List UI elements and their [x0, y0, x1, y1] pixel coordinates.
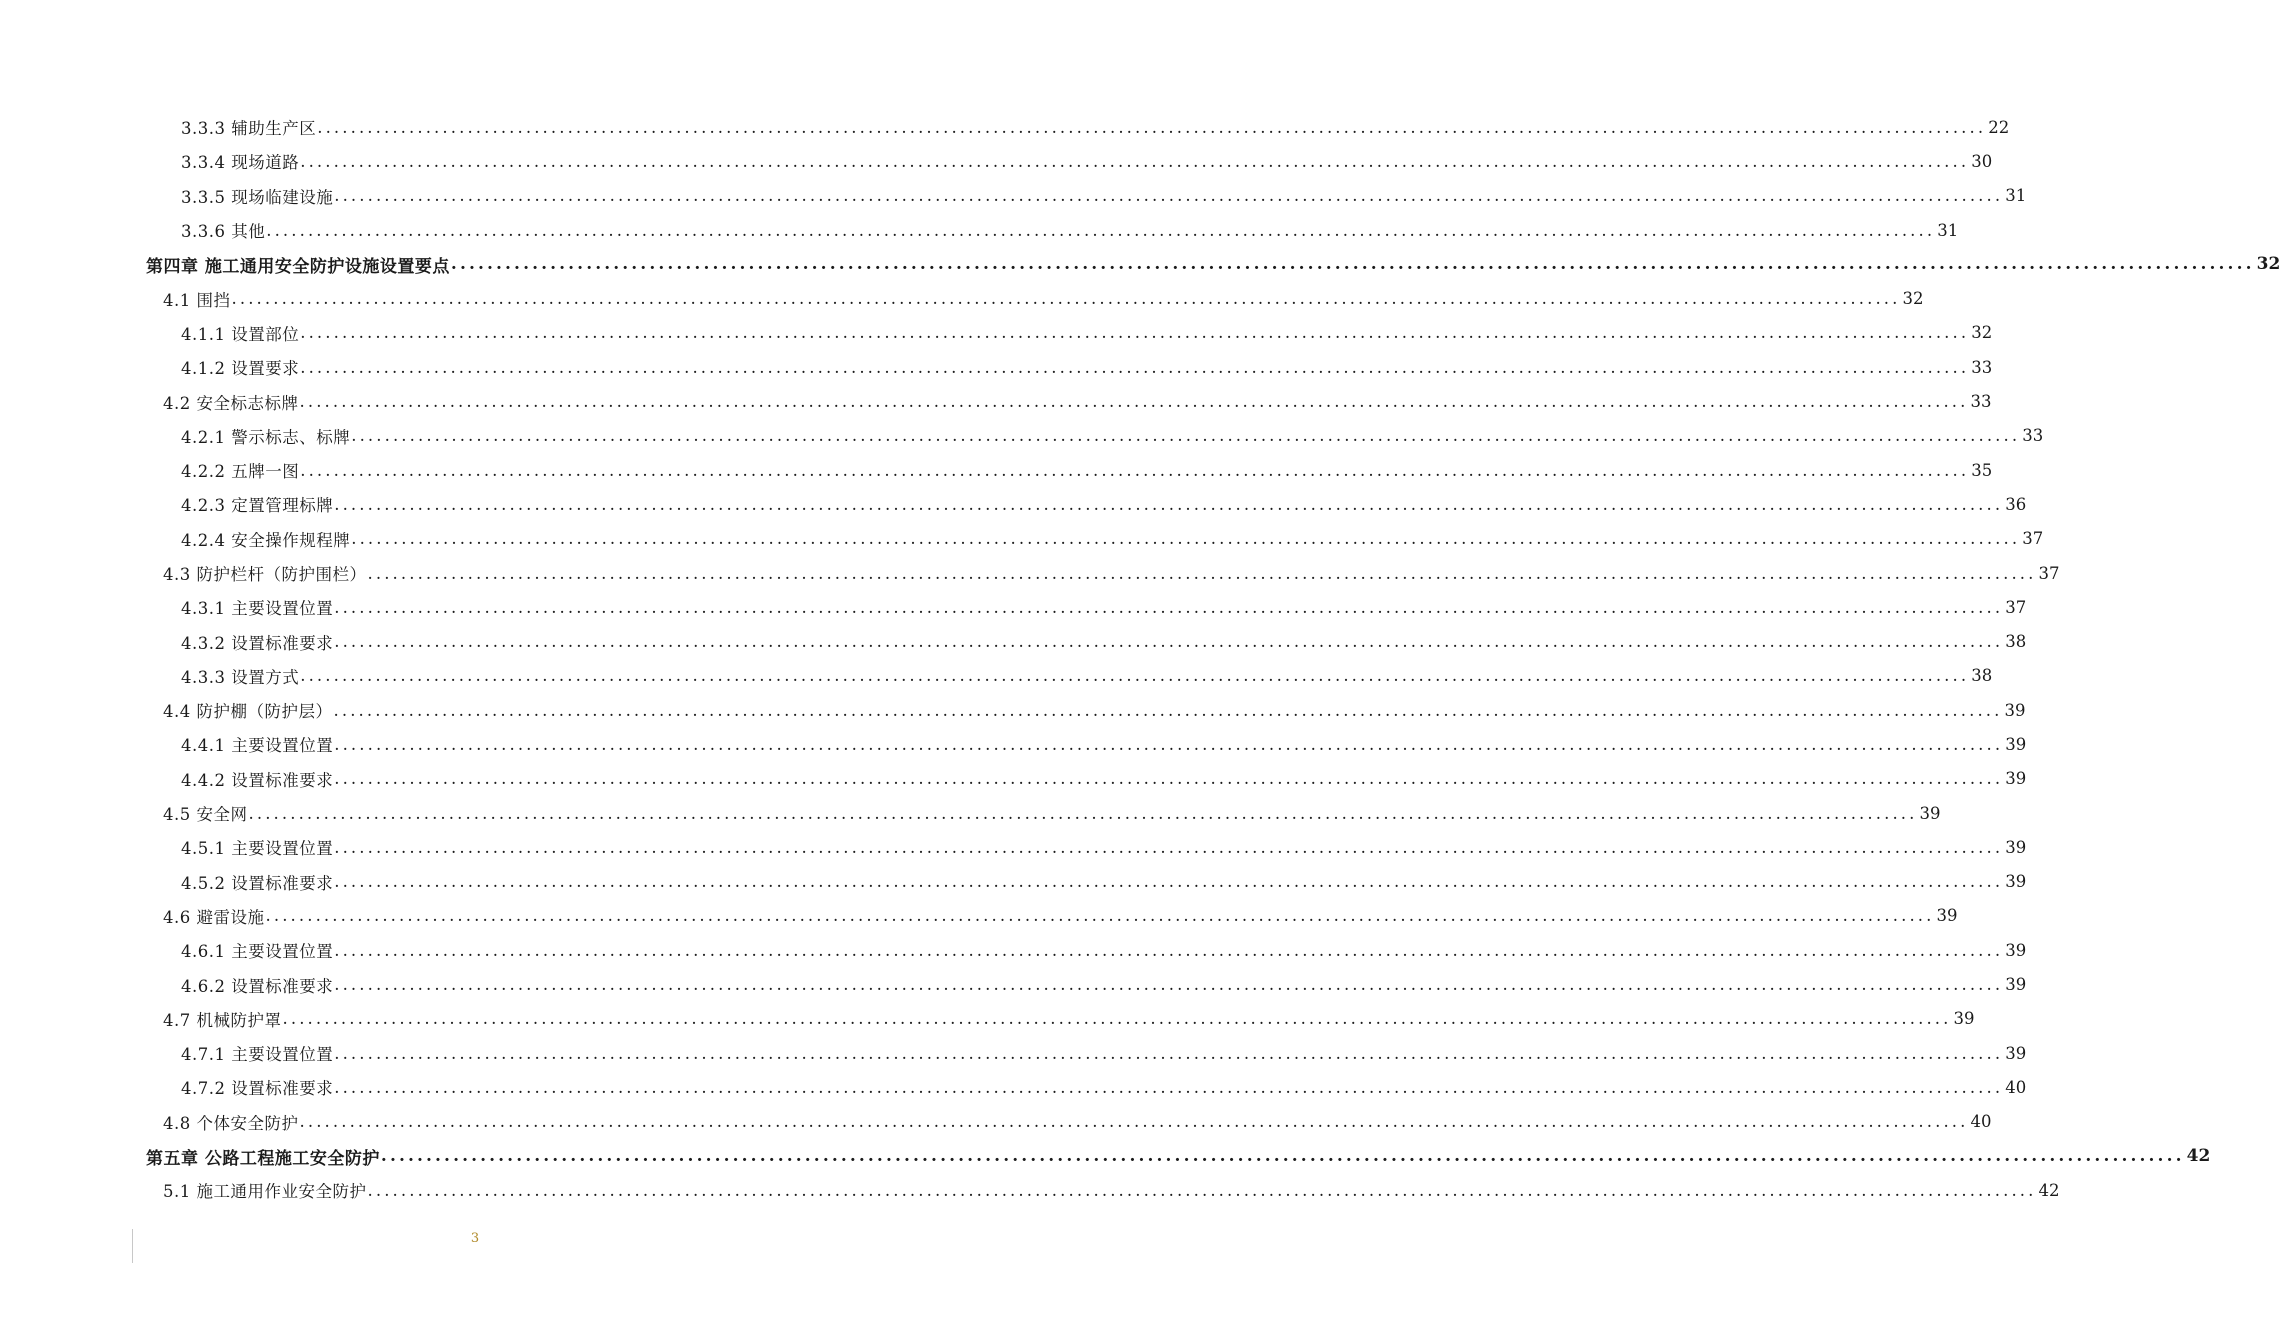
toc-entry-page: 39 — [2005, 734, 2027, 754]
toc-dot-leader: ........................................................................................................................................................................................................ — [266, 220, 1936, 240]
toc-entry-page: 37 — [2038, 563, 2060, 583]
toc-entry-title: 4.7.2 设置标准要求 — [181, 1079, 334, 1099]
toc-entry-title: 第四章 施工通用安全防护设施设置要点 — [146, 256, 450, 277]
toc-entry-title: 4.3.1 主要设置位置 — [181, 599, 334, 619]
toc-entry[interactable] — [0, 967, 2027, 1001]
toc-entry[interactable] — [0, 830, 2027, 864]
toc-entry-title: 5.1 施工通用作业安全防护 — [163, 1182, 367, 1202]
toc-dot-leader: ........................................................................................................................................................................................................ — [367, 563, 2037, 583]
toc-dot-leader: ........................................................................................................................................................................................................ — [334, 837, 2004, 857]
toc-entry-title: 3.3.4 现场道路 — [181, 153, 300, 173]
toc-dot-leader: ........................................................................................................................................................................................................ — [299, 392, 1969, 412]
toc-entry[interactable] — [0, 556, 2060, 590]
toc-dot-leader: ........................................................................................................................................................................................................ — [334, 186, 2004, 206]
toc-entry[interactable] — [0, 624, 2027, 658]
toc-dot-leader: ........................................................................................................................................................................................................ — [334, 769, 2004, 789]
toc-entry[interactable] — [0, 453, 1993, 487]
toc-entry-title: 4.3.3 设置方式 — [181, 667, 300, 687]
toc-dot-leader: ........................................................................................................................................................................................................ — [450, 254, 2255, 275]
toc-entry-title: 3.3.3 辅助生产区 — [181, 119, 317, 139]
toc-dot-leader: ........................................................................................................................................................................................................ — [380, 1146, 2185, 1167]
toc-entry-title: 4.6.1 主要设置位置 — [181, 942, 334, 962]
toc-entry-page: 31 — [2005, 186, 2027, 206]
toc-entry-page: 39 — [1936, 906, 1958, 926]
toc-entry[interactable] — [0, 899, 1958, 933]
toc-dot-leader: ........................................................................................................................................................................................................ — [300, 151, 1970, 171]
toc-entry-page: 22 — [1988, 117, 2010, 137]
toc-entry[interactable] — [0, 487, 2027, 521]
toc-entry-page: 39 — [2004, 700, 2026, 720]
table-of-contents — [0, 110, 2280, 1208]
toc-chapter-entry[interactable] — [0, 247, 2280, 281]
toc-entry-page: 36 — [2005, 494, 2027, 514]
toc-entry-page: 42 — [2186, 1146, 2211, 1167]
toc-entry-page: 31 — [1937, 220, 1959, 240]
toc-entry-page: 39 — [1953, 1009, 1975, 1029]
toc-entry-title: 3.3.6 其他 — [181, 222, 266, 242]
toc-entry-page: 33 — [1971, 357, 1993, 377]
toc-dot-leader: ........................................................................................................................................................................................................ — [334, 734, 2004, 754]
toc-entry-title: 4.8 个体安全防护 — [163, 1113, 299, 1133]
toc-entry[interactable] — [0, 727, 2027, 761]
toc-entry-page: 38 — [1971, 666, 1993, 686]
toc-dot-leader: ........................................................................................................................................................................................................ — [351, 426, 2021, 446]
toc-entry-page: 38 — [2005, 632, 2027, 652]
toc-dot-leader: ........................................................................................................................................................................................................ — [334, 975, 2004, 995]
toc-dot-leader: ........................................................................................................................................................................................................ — [334, 632, 2004, 652]
toc-entry-page: 39 — [2005, 769, 2027, 789]
toc-entry-title: 4.4 防护棚（防护层） — [163, 702, 333, 722]
toc-dot-leader: ........................................................................................................................................................................................................ — [334, 494, 2004, 514]
toc-entry-title: 4.2.2 五牌一图 — [181, 462, 300, 482]
toc-dot-leader: ........................................................................................................................................................................................................ — [351, 529, 2021, 549]
toc-entry-title: 4.6 避雷设施 — [163, 907, 265, 927]
toc-entry-title: 4.4.2 设置标准要求 — [181, 770, 334, 790]
toc-entry[interactable] — [0, 693, 2026, 727]
toc-entry[interactable] — [0, 110, 2010, 144]
toc-dot-leader: ........................................................................................................................................................................................................ — [334, 1043, 2004, 1063]
toc-dot-leader: ........................................................................................................................................................................................................ — [300, 357, 1970, 377]
toc-dot-leader: ........................................................................................................................................................................................................ — [334, 597, 2004, 617]
toc-entry[interactable] — [0, 350, 1993, 384]
toc-entry-title: 4.2.4 安全操作规程牌 — [181, 530, 351, 550]
toc-dot-leader: ........................................................................................................................................................................................................ — [317, 117, 1987, 137]
toc-entry-title: 4.3 防护栏杆（防护围栏） — [163, 565, 367, 584]
toc-dot-leader: ........................................................................................................................................................................................................ — [367, 1180, 2037, 1200]
toc-entry-title: 4.2.3 定置管理标牌 — [181, 496, 334, 516]
toc-entry-title: 4.1 围挡 — [163, 290, 231, 310]
toc-dot-leader: ........................................................................................................................................................................................................ — [248, 803, 1918, 823]
toc-entry-page: 39 — [2005, 837, 2027, 857]
toc-dot-leader: ........................................................................................................................................................................................................ — [282, 1009, 1952, 1029]
toc-dot-leader: ........................................................................................................................................................................................................ — [300, 460, 1970, 480]
toc-dot-leader: ........................................................................................................................................................................................................ — [231, 289, 1901, 309]
toc-chapter-entry[interactable] — [0, 1139, 2211, 1173]
toc-entry-title: 4.5 安全网 — [163, 805, 248, 825]
toc-entry-title: 4.2.1 警示标志、标牌 — [181, 427, 351, 447]
toc-dot-leader: ........................................................................................................................................................................................................ — [334, 1077, 2004, 1097]
toc-entry[interactable] — [0, 1105, 1992, 1139]
toc-entry-page: 32 — [1902, 289, 1924, 309]
toc-entry[interactable] — [0, 419, 2044, 453]
toc-entry-title: 4.7.1 主要设置位置 — [181, 1045, 334, 1065]
toc-entry-page: 30 — [1971, 151, 1993, 171]
toc-entry[interactable] — [0, 1070, 2027, 1104]
toc-entry-title: 4.3.2 设置标准要求 — [181, 633, 334, 653]
toc-entry-title: 4.7 机械防护罩 — [163, 1010, 282, 1030]
toc-entry[interactable] — [0, 865, 2027, 899]
toc-entry-page: 39 — [1919, 803, 1941, 823]
toc-entry-page: 39 — [2005, 940, 2027, 960]
toc-entry[interactable] — [0, 1036, 2027, 1070]
toc-dot-leader: ........................................................................................................................................................................................................ — [334, 872, 2004, 892]
toc-entry[interactable] — [0, 762, 2027, 796]
toc-entry-page: 40 — [1970, 1112, 1992, 1132]
toc-entry[interactable] — [0, 590, 2027, 624]
toc-entry[interactable] — [0, 179, 2027, 213]
toc-dot-leader: ........................................................................................................................................................................................................ — [299, 1112, 1969, 1132]
toc-entry-page: 33 — [2022, 426, 2044, 446]
toc-entry-page: 35 — [1971, 460, 1993, 480]
toc-entry[interactable] — [0, 522, 2044, 556]
toc-dot-leader: ........................................................................................................................................................................................................ — [300, 323, 1970, 343]
page-number: 3 — [470, 1231, 480, 1246]
toc-entry[interactable] — [0, 213, 1959, 247]
toc-dot-leader: ........................................................................................................................................................................................................ — [265, 906, 1935, 926]
toc-entry-title: 4.4.1 主要设置位置 — [181, 736, 334, 756]
toc-entry-page: 33 — [1970, 392, 1992, 412]
toc-entry-title: 第五章 公路工程施工安全防护 — [146, 1148, 380, 1169]
toc-dot-leader: ........................................................................................................................................................................................................ — [333, 700, 2003, 720]
toc-entry-page: 39 — [2005, 872, 2027, 892]
toc-entry-title: 4.1.2 设置要求 — [181, 359, 300, 379]
toc-entry[interactable] — [0, 384, 1992, 418]
toc-entry-title: 4.5.2 设置标准要求 — [181, 873, 334, 893]
toc-entry[interactable] — [0, 144, 1993, 178]
toc-entry[interactable] — [0, 659, 1993, 693]
toc-entry-title: 4.6.2 设置标准要求 — [181, 976, 334, 996]
toc-entry-page: 40 — [2005, 1077, 2027, 1097]
toc-entry[interactable] — [0, 1002, 1975, 1036]
toc-dot-leader: ........................................................................................................................................................................................................ — [300, 666, 1970, 686]
toc-entry-title: 3.3.5 现场临建设施 — [181, 187, 334, 207]
toc-entry[interactable] — [0, 1173, 2060, 1207]
toc-entry-page: 37 — [2005, 597, 2027, 617]
toc-entry[interactable] — [0, 796, 1941, 830]
toc-entry-title: 4.5.1 主要设置位置 — [181, 839, 334, 859]
toc-entry-page: 32 — [2256, 254, 2280, 275]
toc-dot-leader: ........................................................................................................................................................................................................ — [334, 940, 2004, 960]
toc-entry-page: 37 — [2022, 529, 2044, 549]
toc-entry[interactable] — [0, 281, 1924, 315]
toc-entry[interactable] — [0, 933, 2027, 967]
toc-entry-page: 42 — [2038, 1180, 2060, 1200]
toc-entry-title: 4.2 安全标志标牌 — [163, 393, 299, 413]
toc-entry-page: 32 — [1971, 323, 1993, 343]
toc-entry-page: 39 — [2005, 975, 2027, 995]
toc-entry-title: 4.1.1 设置部位 — [181, 324, 300, 344]
toc-entry[interactable] — [0, 316, 1993, 350]
toc-entry-page: 39 — [2005, 1043, 2027, 1063]
